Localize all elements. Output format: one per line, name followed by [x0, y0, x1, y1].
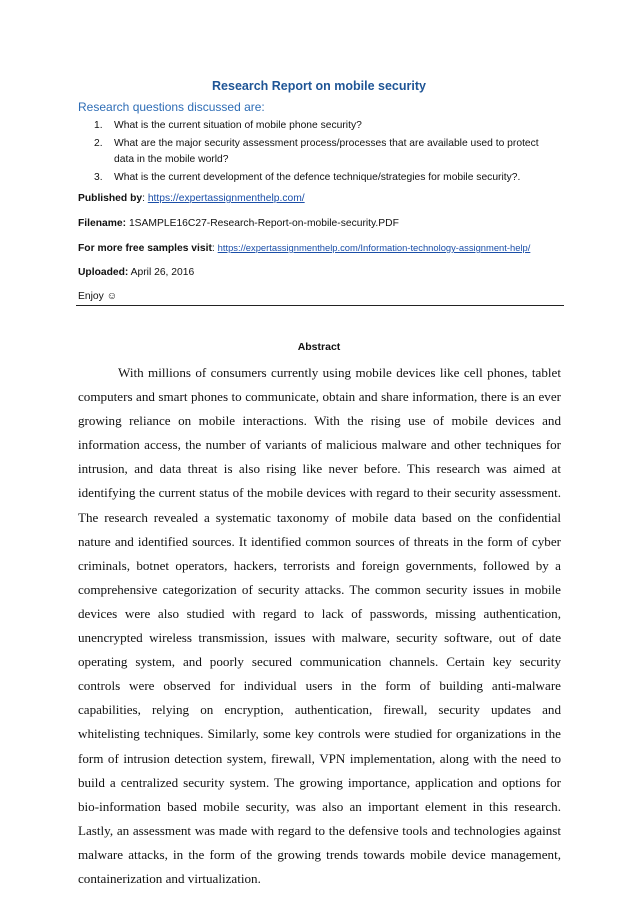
question-text: What is the current situation of mobile phone security? — [114, 120, 362, 131]
question-item — [78, 170, 558, 186]
published-link[interactable]: https://expertassignmenthelp.com/ — [147, 193, 305, 204]
enjoy-line: Enjoy ☺ — [78, 291, 118, 302]
divider-rule — [76, 305, 564, 306]
samples-label: For more free samples visit — [78, 243, 212, 254]
abstract-heading: Abstract — [297, 341, 341, 353]
published-line: Published by: https://expertassignmenthelp.com/ — [78, 193, 305, 204]
uploaded-label: Uploaded: — [78, 267, 129, 278]
document-title: Research Report on mobile security — [212, 79, 426, 93]
uploaded-date: April 26, 2016 — [130, 267, 195, 278]
question-item — [78, 136, 558, 168]
samples-link[interactable]: https://expertassignmenthelp.com/Information-technology-assignment-help/ — [217, 242, 531, 253]
filename-line — [78, 218, 399, 229]
filename-value: 1SAMPLE16C27-Research-Report-on-mobile-security.PDF — [128, 218, 399, 229]
questions-list — [78, 118, 558, 188]
question-number: 3. — [94, 172, 103, 183]
published-label: Published by — [78, 193, 143, 204]
question-text: What are the major security assessment process/processes that are available used to protect data in the mobile world? — [114, 138, 539, 165]
filename-label: Filename: — [78, 218, 127, 229]
samples-line: For more free samples visit: https://expertassignmenthelp.com/Information-technology-assignment-help/ — [78, 242, 531, 254]
uploaded-line — [78, 267, 194, 278]
question-item — [78, 118, 558, 134]
question-number: 1. — [94, 120, 103, 131]
questions-heading: Research questions discussed are: — [78, 100, 265, 114]
question-number: 2. — [94, 138, 103, 149]
abstract-paragraph: With millions of consumers currently using mobile devices like cell phones, tablet computers and smart phones to communicate, obtain and share information, there is an ever growing reliance on mobile interactions. With the rising use of mobile devices and information access, the number of variants of malicious malware and other techniques for intrusion, and data threat is also rising like never before. This research was aimed at identifying the current status of the mobile devices with regard to their security assessment. The research revealed a systematic taxonomy of mobile data based on the confidential nature and identified sources. It identified common sources of threats in the form of cyber criminals, botnet operators, hackers, terrorists and foreign governments, followed by a comprehensive categorization of security attacks. The common security issues in mobile devices were also studied with regard to lack of passwords, missing authentication, unencrypted wireless transmission, issues with malware, security software, out of date operating system, and poorly secured communication channels. Certain key security controls were observed for individual users in the form of building anti-malware capabilities, relying on encryption, authentication, firewall, security updates and whitelisting techniques. Similarly, some key controls were studied for organizations in the form of intrusion detection system, firewall, VPN implementation, along with the need to build a centralized security system. The growing importance, application and options for bio-information based mobile security, was also an important element in this research. Lastly, an assessment was made with regard to the defensive tools and technologies against malware attacks, in the form of the growing trends towards mobile device management, containerization and virtualization. — [78, 365, 561, 886]
question-text: What is the current development of the defence technique/strategies for mobile security?. — [114, 172, 521, 183]
